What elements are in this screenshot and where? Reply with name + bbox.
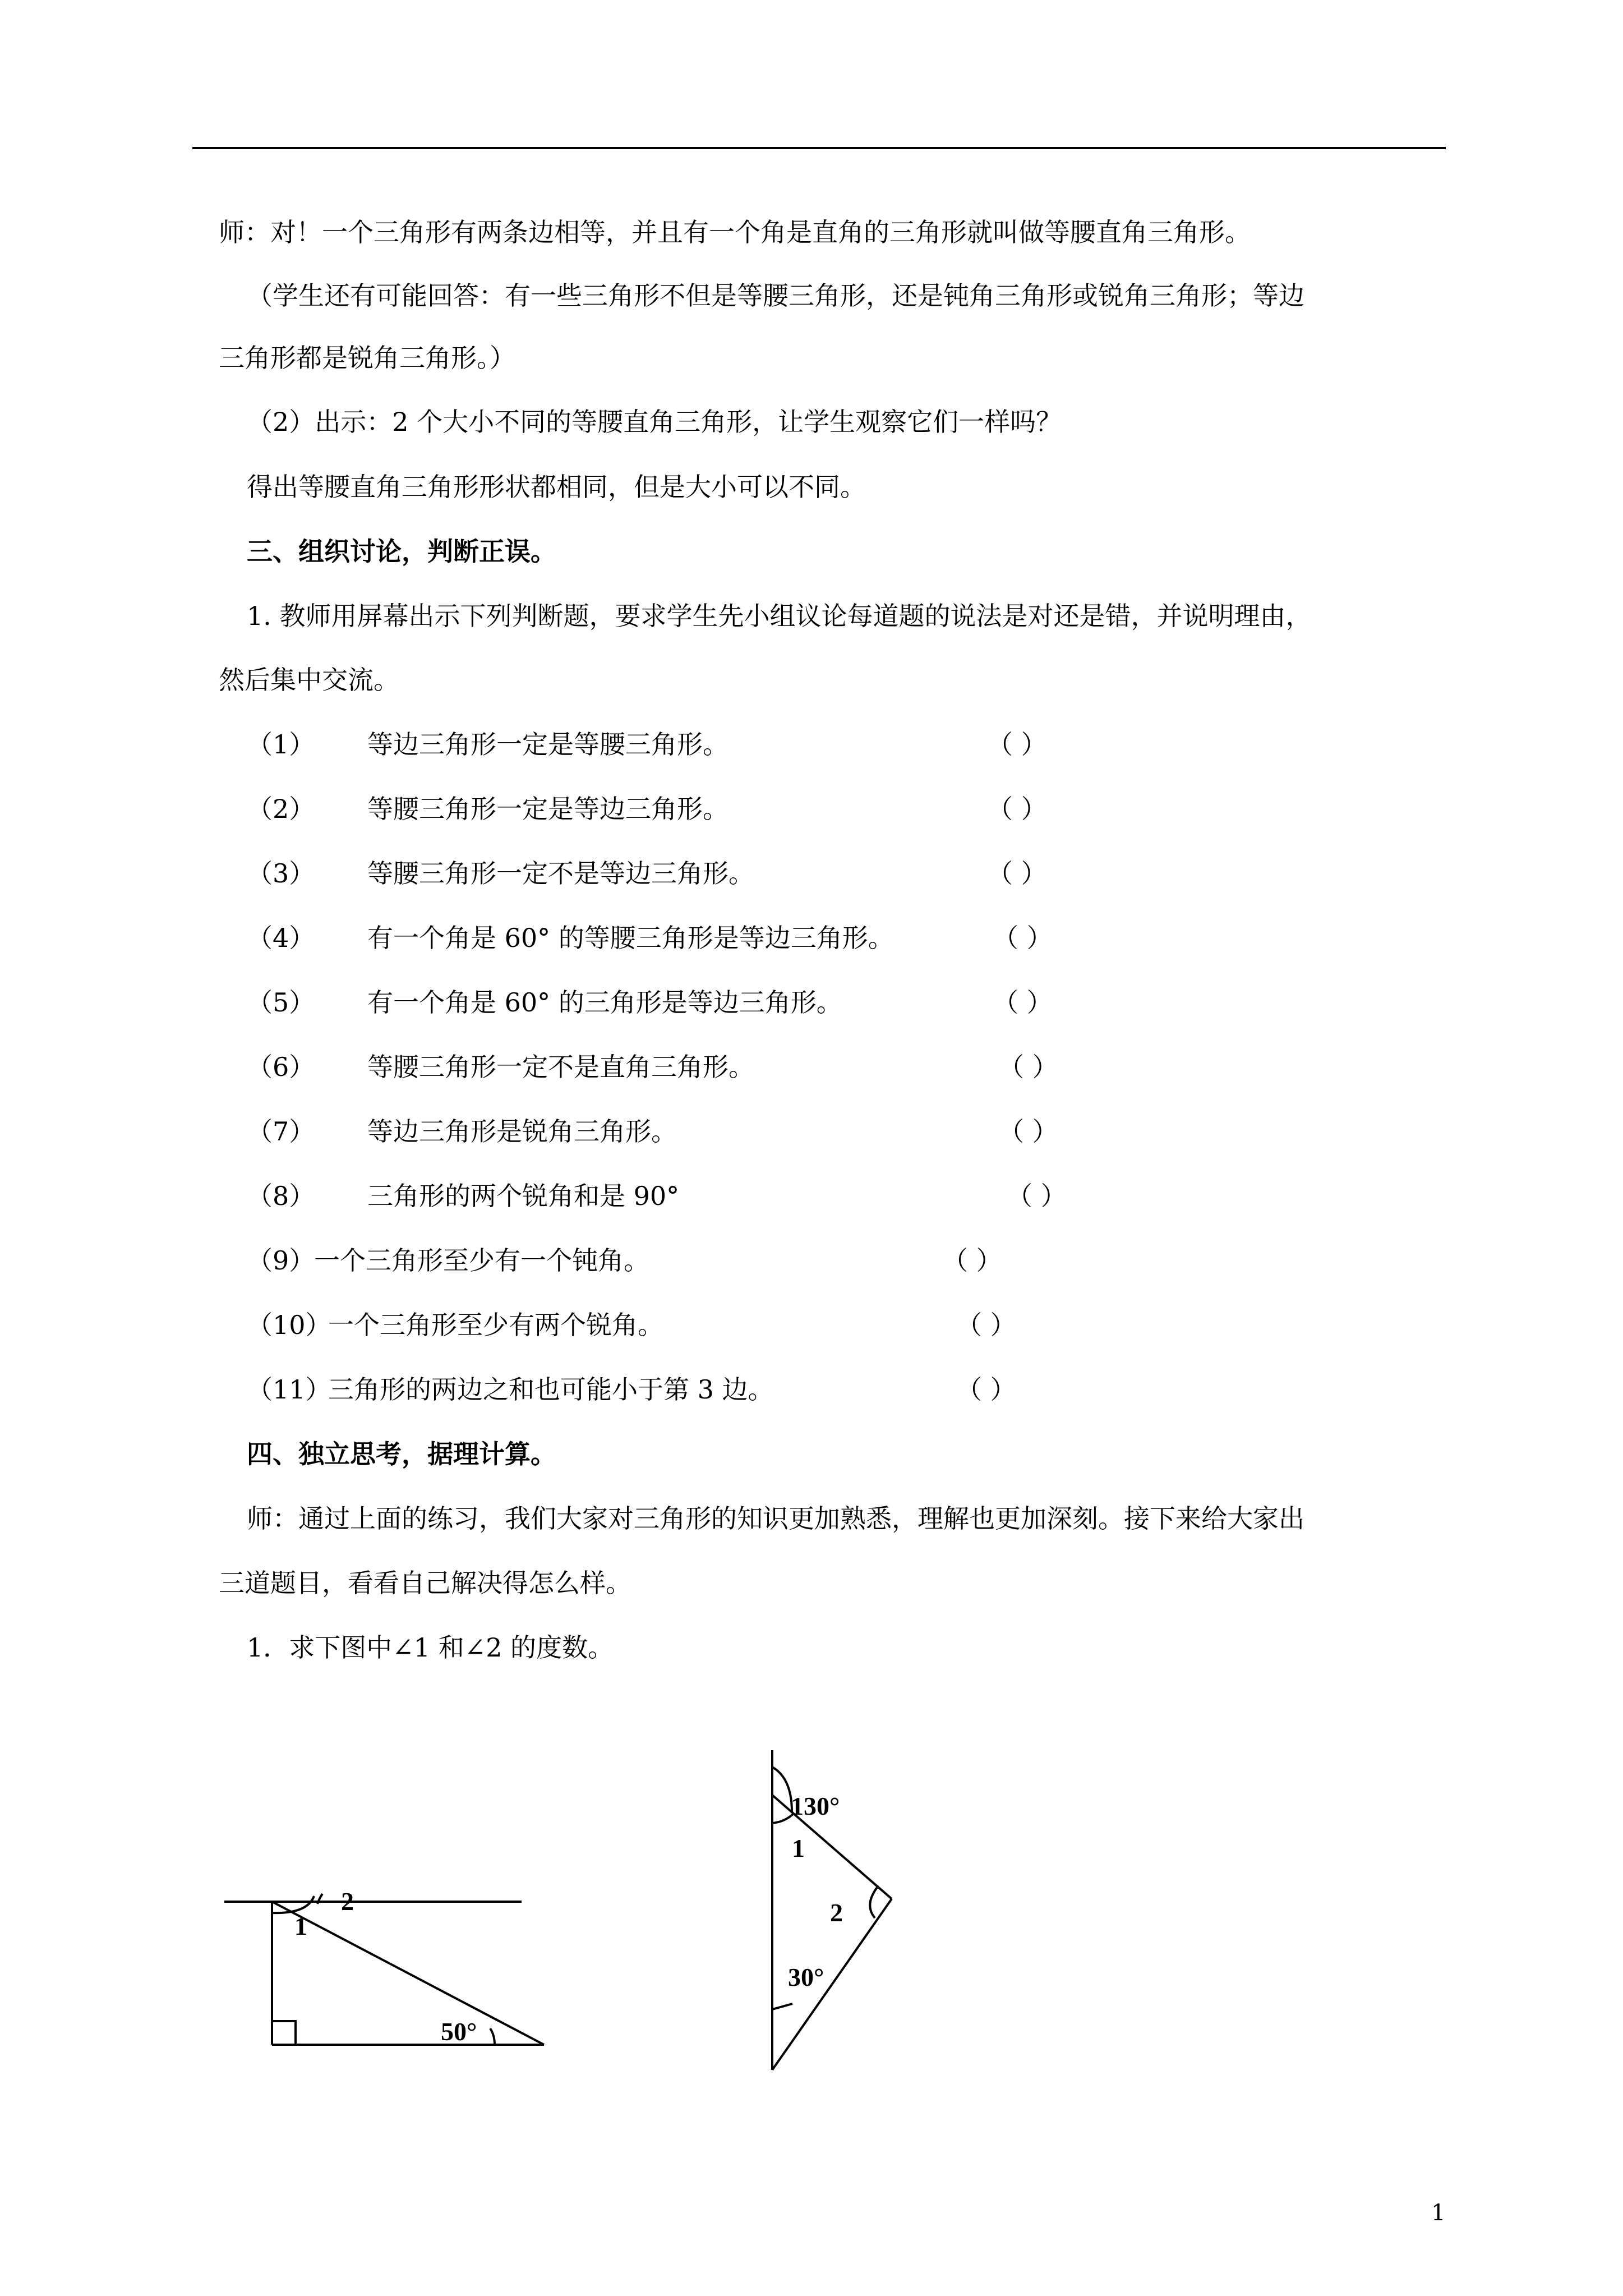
judgment-number: （1） (247, 729, 315, 760)
judgment-text: 一个三角形至少有两个锐角。 (328, 1310, 663, 1340)
judgment-answer-blank[interactable]: （ ） (998, 1052, 1058, 1082)
paragraph-show-triangles: （2）出示：2 个大小不同的等腰直角三角形，让学生观察它们一样吗？ (247, 407, 1062, 437)
judgment-answer-blank[interactable]: （ ） (1007, 1181, 1067, 1211)
judgment-text: 等边三角形一定是等腰三角形。 (367, 729, 728, 760)
judgment-text: 等腰三角形一定不是直角三角形。 (367, 1052, 754, 1082)
judgment-text: 等边三角形是锐角三角形。 (367, 1116, 677, 1147)
judgment-text: 三角形的两边之和也可能小于第 3 边。 (328, 1374, 774, 1405)
angle-130-label: 130° (791, 1792, 840, 1820)
judgment-number: （6） (247, 1052, 315, 1082)
judgment-number: （4） (247, 923, 315, 953)
angle-1-label: 1 (792, 1834, 805, 1862)
judgment-number: （8） (247, 1181, 315, 1211)
paragraph-instruction-line1: 1. 教师用屏幕出示下列判断题，要求学生先小组议论每道题的说法是对还是错，并说明理由， (247, 601, 1312, 631)
judgment-number: （3） (247, 858, 315, 889)
page-number: 1 (1431, 2200, 1446, 2226)
judgment-answer-blank[interactable]: （ ） (942, 1245, 1002, 1276)
angle-50-arc (490, 2028, 495, 2045)
judgment-answer-blank[interactable]: （ ） (998, 1116, 1058, 1147)
question-1-prompt: 1．求下图中∠1 和∠2 的度数。 (247, 1632, 614, 1663)
angle-30-label: 30° (788, 1963, 824, 1991)
judgment-text: 有一个角是 60° 的等腰三角形是等边三角形。 (367, 923, 894, 953)
hypotenuse (272, 1902, 544, 2045)
judgment-number: （10） (247, 1310, 331, 1340)
judgment-text: 等腰三角形一定是等边三角形。 (367, 794, 728, 824)
judgment-number: （11） (247, 1374, 331, 1405)
judgment-number: （7） (247, 1116, 315, 1147)
angle-2-arc (870, 1886, 878, 1918)
judgment-text: 一个三角形至少有一个钝角。 (314, 1245, 649, 1276)
paragraph-instruction-line2: 然后集中交流。 (219, 665, 399, 695)
paragraph-teacher-intro-line2: 三道题目，看看自己解决得怎么样。 (219, 1568, 631, 1598)
judgment-text: 三角形的两个锐角和是 90° (367, 1181, 680, 1211)
paragraph-student-answer-line2: 三角形都是锐角三角形。） (219, 343, 515, 373)
judgment-number: （9） (247, 1245, 315, 1276)
angle-50-label: 50° (441, 2017, 477, 2046)
judgment-answer-blank[interactable]: （ ） (956, 1310, 1016, 1340)
paragraph-conclusion: 得出等腰直角三角形形状都相同，但是大小可以不同。 (247, 472, 866, 502)
judgment-text: 等腰三角形一定不是等边三角形。 (367, 858, 754, 889)
judgment-number: （2） (247, 794, 315, 824)
angle-30-mark (772, 2004, 792, 2009)
angle-1-label: 1 (294, 1912, 307, 1940)
judgment-answer-blank[interactable]: （ ） (987, 729, 1047, 760)
paragraph-teacher-intro-line1: 师：通过上面的练习，我们大家对三角形的知识更加熟悉，理解也更加深刻。接下来给大家出 (247, 1503, 1304, 1534)
judgment-answer-blank[interactable]: （ ） (987, 858, 1047, 889)
judgment-answer-blank[interactable]: （ ） (993, 987, 1053, 1018)
figure-right-triangle-50 (224, 1894, 544, 2045)
section-heading-3: 三、组织讨论，判断正误。 (247, 536, 556, 567)
paragraph-student-answer-line1: （学生还有可能回答：有一些三角形不但是等腰三角形，还是钝角三角形或锐角三角形；等边 (247, 280, 1304, 311)
judgment-text: 有一个角是 60° 的三角形是等边三角形。 (367, 987, 842, 1018)
right-angle-mark (272, 2021, 296, 2045)
angle-2-label: 2 (830, 1898, 843, 1927)
judgment-answer-blank[interactable]: （ ） (987, 794, 1047, 824)
angle-2-label: 2 (341, 1887, 354, 1916)
angle-130-arc (772, 1767, 792, 1812)
judgment-answer-blank[interactable]: （ ） (956, 1374, 1016, 1405)
section-heading-4: 四、独立思考，据理计算。 (247, 1439, 556, 1469)
paragraph-teacher-definition: 师：对！一个三角形有两条边相等，并且有一个角是直角的三角形就叫做等腰直角三角形。 (219, 217, 1251, 247)
judgment-number: （5） (247, 987, 315, 1018)
judgment-answer-blank[interactable]: （ ） (993, 923, 1053, 953)
